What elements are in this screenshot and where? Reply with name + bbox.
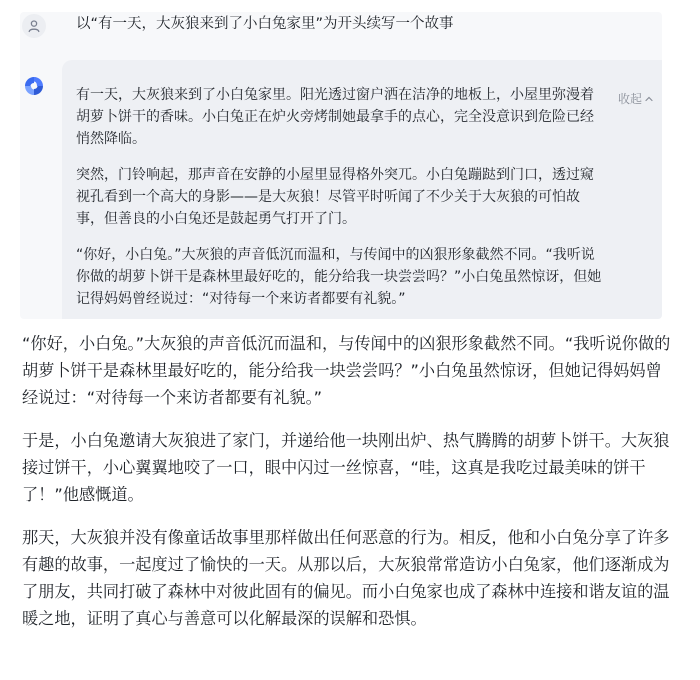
answer-card	[62, 60, 662, 319]
story-body	[22, 330, 672, 648]
answer-paragraph-3: “你好，小白兔。”大灰狼的声音低沉而温和，与传闻中的凶狠形象截然不同。“我听说你做的胡萝卜饼干是森林里最好吃的，能分给我一块尝尝吗？”小白兔虽然惊讶，但她记得妈妈曾经说过：“对待每一个来访者都要有礼貌。”	[76, 247, 602, 307]
collapse-button[interactable]	[618, 90, 654, 107]
story-paragraph-1: “你好，小白兔。”大灰狼的声音低沉而温和，与传闻中的凶狠形象截然不同。“我听说你做的胡萝卜饼干是森林里最好吃的，能分给我一块尝尝吗？”小白兔虽然惊讶，但她记得妈妈曾经说过：“对待每一个来访者都要有礼貌。”	[22, 334, 671, 407]
user-prompt: 以“有一天，大灰狼来到了小白兔家里”为开头续写一个故事	[76, 16, 454, 32]
story-paragraph-3: 那天，大灰狼并没有像童话故事里那样做出任何恶意的行为。相反，他和小白兔分享了许多有趣的故事，一起度过了愉快的一天。从那以后，大灰狼常常造访小白兔家，他们逐渐成为了朋友，共同打破了森林中对彼此固有的偏见。而小白兔家也成了森林中连接和谐友谊的温暖之地，证明了真心与善意可以化解最深的误解和恐惧。	[22, 528, 670, 628]
answer-text	[76, 84, 606, 319]
chevron-up-icon	[644, 94, 654, 104]
answer-paragraph-2: 突然，门铃响起，那声音在安静的小屋里显得格外突兀。小白兔蹦跶到门口，透过窥视孔看到一个高大的身影——是大灰狼！尽管平时听闻了不少关于大灰狼的可怕故事，但善良的小白兔还是鼓起勇气打开了门。	[76, 167, 594, 227]
story-paragraph-2: 于是，小白兔邀请大灰狼进了家门，并递给他一块刚出炉、热气腾腾的胡萝卜饼干。大灰狼接过饼干，小心翼翼地咬了一口，眼中闪过一丝惊喜，“哇，这真是我吃过最美味的饼干了！”他感慨道。	[22, 431, 670, 504]
user-icon	[27, 19, 41, 33]
chat-panel	[20, 12, 662, 319]
collapse-label: 收起	[618, 92, 643, 106]
answer-paragraph-1: 有一天，大灰狼来到了小白兔家里。阳光透过窗户洒在洁净的地板上，小屋里弥漫着胡萝卜饼干的香味。小白兔正在炉火旁烤制她最拿手的点心，完全没意识到危险已经悄然降临。	[76, 87, 594, 147]
user-avatar	[22, 14, 46, 38]
assistant-avatar	[22, 74, 46, 98]
assistant-logo-icon	[23, 75, 45, 97]
